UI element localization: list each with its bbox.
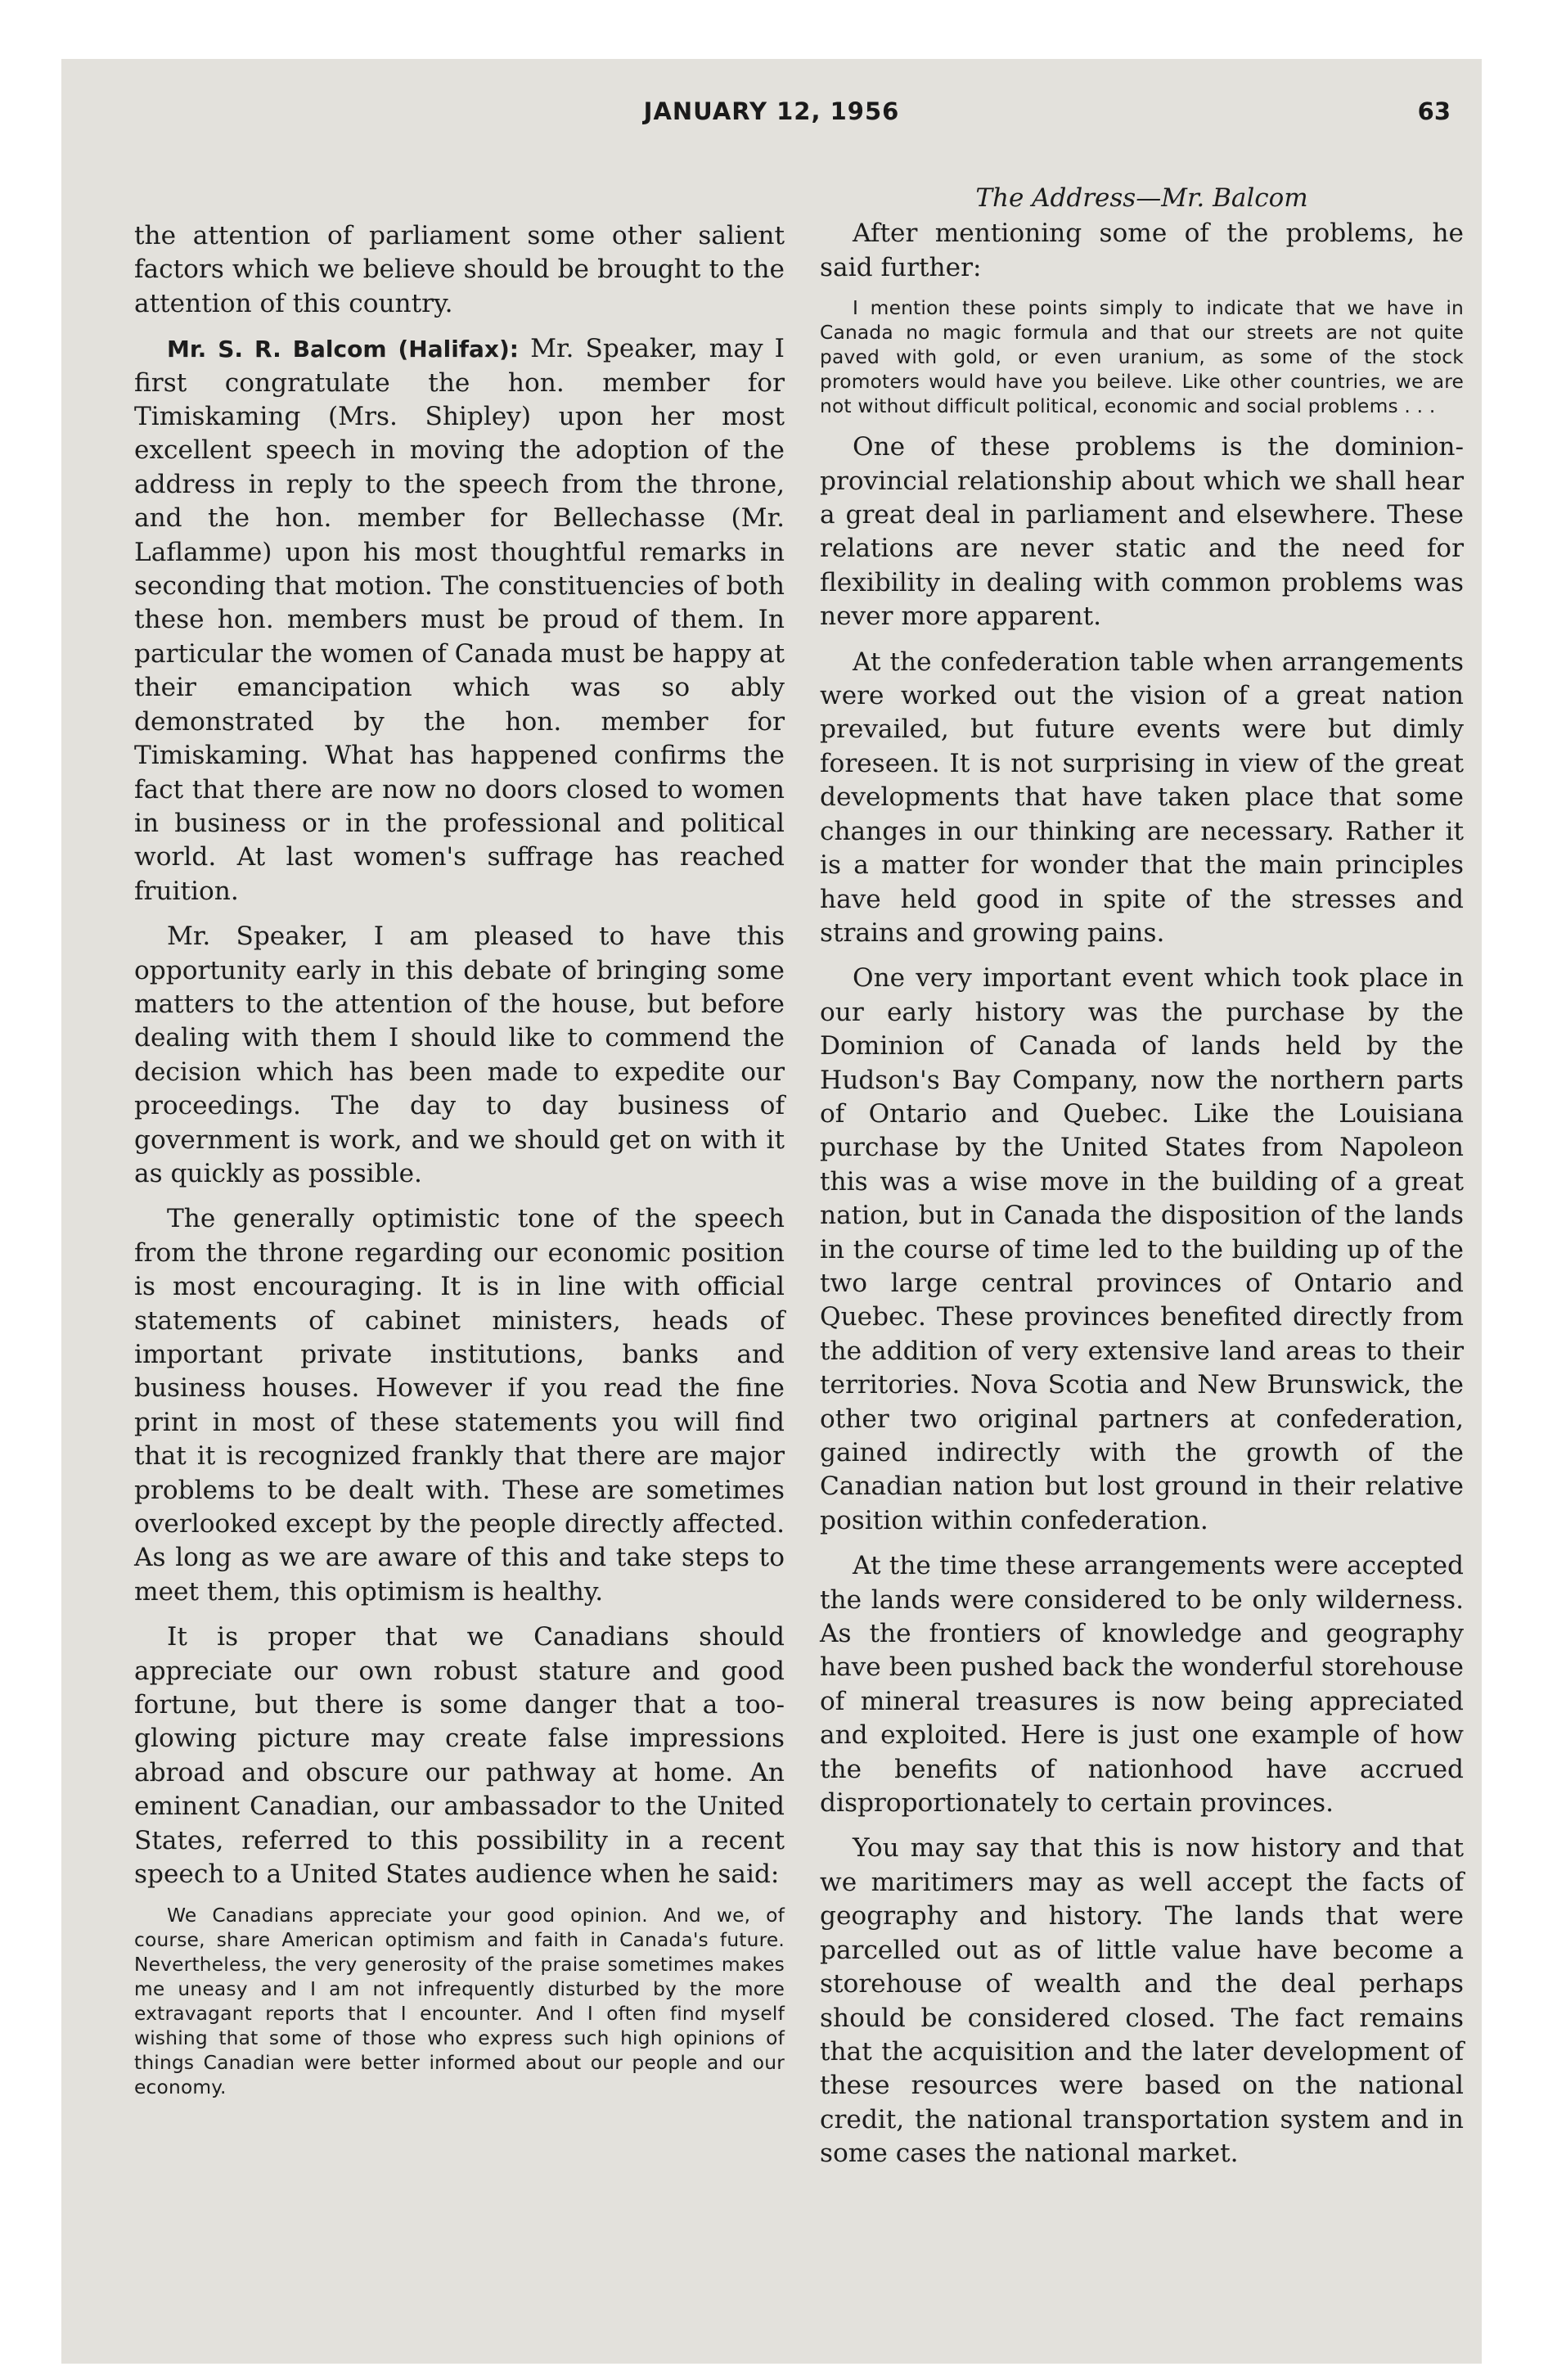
block-quote (134, 1904, 785, 2100)
paragraph: One very important event which took place in our early history was the purchase by the Dominion of Canada of lands held by the Hudson's Bay Company, now the northern parts of Ontario and Quebec. Like the Louisiana purchase by the United States from Napoleon this was a wise move in the building of a great nation, but in Canada the disposition of the lands in the course of time led to the building up of the two large central provinces of Ontario and Quebec. These provinces benefited directly from the addition of very extensive land areas to their territories. Nova Scotia and New Brunswick, the other two original partners at confederation, gained indirectly with the growth of the Canadian nation but lost ground in their relative position within confederation. (820, 963, 1464, 1535)
running-head: The Address—Mr. Balcom (975, 183, 1308, 213)
right-column (820, 182, 1464, 2171)
speaker-name: Mr. S. R. Balcom (Halifax): (167, 336, 519, 363)
paragraph: After mentioning some of the problems, he said further: (820, 219, 1464, 282)
page-number: 63 (1417, 97, 1451, 125)
paragraph: the attention of parliament some other salient factors which we believe should be brought to the attention of this country. (134, 221, 785, 318)
page-header (61, 86, 1482, 135)
paragraph: At the confederation table when arrangements were worked out the vision of a great nation prevailed, but future events were but dimly foreseen. It is not surprising in view of the great developments that have taken place that some changes in our thinking are necessary. Rather it is a matter for wonder that the main principles have held good in spite of the stresses and strains and growing pains. (820, 647, 1464, 948)
paragraph: You may say that this is now history and that we maritimers may as well accept the facts of geography and history. The lands that were parcelled out as of little value have become a storehouse of wealth and the deal perhaps should be considered closed. The fact remains that the acquisition and the later development of these resources were based on the national credit, the national transportation system and in some cases the national market. (820, 1833, 1464, 2169)
quote-text: We Canadians appreciate your good opinion. And we, of course, share American optimism and faith in Canada's future. Nevertheless, the very generosity of the praise sometimes makes me uneasy and I am not infrequently disturbed by the more extravagant reports that I encounter. And I often find myself wishing that some of those who express such high opinions of things Canadian were better informed about our people and our economy. (134, 1904, 785, 2098)
paragraph: It is proper that we Canadians should appreciate our own robust stature and good fortune, but there is some danger that a too-glowing picture may create false impressions abroad and obscure our pathway at home. An eminent Canadian, our ambassador to the United States, referred to this possibility in a recent speech to a United States audience when he said: (134, 1622, 785, 1890)
left-column (134, 219, 785, 2105)
paragraph: Mr. Speaker, I am pleased to have this opportunity early in this debate of bringing some matters to the attention of the house, but before dealing with them I should like to commend the decision which has been made to expedite our proceedings. The day to day business of government is work, and we should get on with it as quickly as possible. (134, 922, 785, 1188)
paragraph: The generally optimistic tone of the speech from the throne regarding our economic position is most encouraging. It is in line with official statements of cabinet ministers, heads of important private institutions, banks and business houses. However if you read the fine print in most of these statements you will find that it is recognized frankly that there are major problems to be dealt with. These are sometimes overlooked except by the people directly affected. As long as we are aware of this and take steps to meet them, this optimism is healthy. (134, 1204, 785, 1607)
quote-text: I mention these points simply to indicate that we have in Canada no magic formula and that our streets are not quite paved with gold, or even uranium, as some of the stock promoters would have you beileve. Like other countries, we are not without difficult political, economic and social problems . . . (820, 297, 1464, 418)
paragraph-speaker (134, 332, 785, 908)
paragraph: At the time these arrangements were accepted the lands were considered to be only wilderness. As the frontiers of knowledge and geography have been pushed back the wonderful storehouse of mineral treasures is now being appreciated and exploited. Here is just one example of how the benefits of nationhood have accrued disproportionately to certain provinces. (820, 1551, 1464, 1819)
header-date: JANUARY 12, 1956 (643, 97, 900, 125)
block-quote (820, 296, 1464, 419)
paragraph: One of these problems is the dominion-provincial relationship about which we shall hear a great deal in parliament and elsewhere. These relations are never static and the need for flexibility in dealing with common problems was never more apparent. (820, 432, 1464, 632)
paragraph-text: Mr. Speaker, may I first congratulate the hon. member for Timiskaming (Mrs. Shipley) upon her most excellent speech in moving the adoption of the address in reply to the speech from the throne, and the hon. member for Bellechasse (Mr. Laflamme) upon his most thoughtful remarks in seconding that motion. The constituencies of both these hon. members must be proud of them. In particular the women of Canada must be happy at their emancipation which was so ably demonstrated by the hon. member for Timiskaming. What has happened confirms the fact that there are now no doors closed to women in business or in the professional and political world. At last women's suffrage has reached fruition. (134, 334, 785, 906)
